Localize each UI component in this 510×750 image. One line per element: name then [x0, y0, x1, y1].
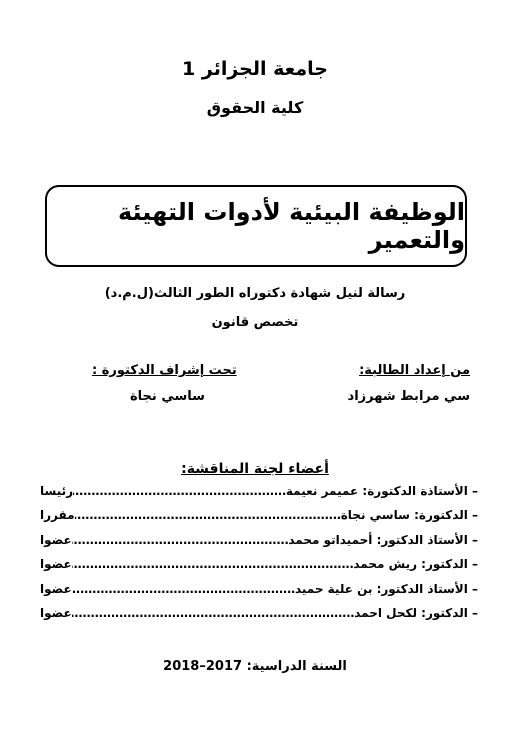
university-name: جامعة الجزائر 1 — [182, 58, 328, 80]
member-name: – الأستاذ الدكتور: أحميداتو محمد — [288, 532, 478, 547]
academic-year — [0, 659, 510, 674]
member-name: – الدكتورة: ساسي نجاة — [340, 508, 478, 523]
committee-member — [40, 533, 478, 557]
dot-leader — [72, 606, 355, 620]
committee-member — [40, 582, 478, 606]
member-name: – الدكتور: ريش محمد — [353, 557, 478, 572]
committee-list — [40, 484, 478, 630]
member-role: مقررا — [40, 508, 75, 523]
supervisor-name: ساسي نجاة — [130, 389, 205, 404]
faculty-name: كلية الحقوق — [206, 98, 304, 117]
dot-leader — [72, 582, 295, 596]
member-name: – الأستاذ الدكتور: بن علية حميد — [294, 581, 478, 596]
thesis-degree-line: رسالة لنيل شهادة دكتوراه الطور الثالث(ل.م.د) — [104, 286, 406, 301]
member-role: عضوا — [40, 532, 72, 547]
supervisor-label: تحت إشراف الدكتورة : — [92, 363, 237, 378]
member-role: عضوا — [40, 557, 72, 572]
thesis-title-box — [45, 185, 467, 267]
member-role: رئيسا — [40, 484, 74, 498]
committee-label: أعضاء لجنة المناقشة: — [181, 461, 329, 477]
member-role: عضوا — [40, 605, 72, 620]
committee-member — [40, 557, 478, 581]
academic-year-value: 2018–2017 — [163, 659, 243, 674]
thesis-title: الوظيفة البيئية لأدوات التهيئة والتعمير — [117, 198, 465, 254]
committee-member — [40, 508, 478, 532]
committee-member — [40, 606, 478, 630]
specialty: تخصص قانون — [211, 315, 299, 330]
dot-leader — [72, 533, 289, 547]
committee-member — [40, 484, 478, 508]
dot-leader — [73, 484, 286, 498]
dot-leader — [75, 508, 341, 522]
member-name: – الدكتور: لكحل احمد — [354, 605, 478, 620]
member-name: – الأستاذة الدكتورة: عميمر نعيمة — [285, 484, 478, 498]
member-role: عضوا — [40, 581, 72, 596]
prepared-by-label: من إعداد الطالبة: — [359, 363, 470, 378]
student-name: سي مرابط شهرزاد — [347, 389, 470, 404]
academic-year-label: السنة الدراسية: — [246, 659, 347, 674]
dot-leader — [72, 557, 354, 571]
